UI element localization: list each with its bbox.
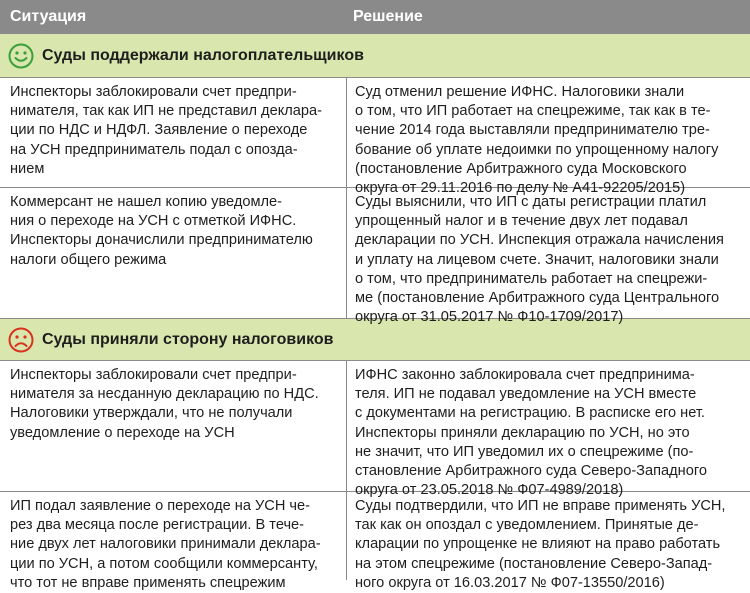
table-header [0,0,750,33]
situation-cell: Инспекторы заблокировали счет предпри- нимателя, так как ИП не представил деклара- ции по НДС и НДФЛ. Заявление о переходе на УСН предприниматель подал с опозда- нием [0,78,347,187]
smiley-happy-icon [8,43,34,69]
situation-cell: ИП подал заявление о переходе на УСН че- рез два месяца после регистрации. В тече- ние двух лет налоговики принимали деклара- ции по УСН, а потом сообщили коммерсанту, что тот не вправе применять спецрежим [0,492,347,580]
section-header-taxpayers [0,33,750,77]
table-row [0,77,750,197]
situation-cell: Инспекторы заблокировали счет предпри- нимателя за несданную декларацию по НДС. Налоговики утверждали, что не получали уведомление о переходе на УСН [0,361,347,491]
header-situation: Ситуация [10,7,87,25]
table-row [0,187,750,326]
decision-cell: ИФНС законно заблокировала счет предпринима- теля. ИП не подавал уведомление на УСН вместе с документами на регистрацию. В расписке его нет. Инспекторы приняли декларацию по УСН, но это не значит, что ИП уведомил их о спецрежиме (по- становление Арбитражного суда Северо-Западного округа от 23.05.2018 № Ф07-4989/2018) [355,367,707,499]
decision-cell: Суды выяснили, что ИП с даты регистрации платил упрощенный налог и в течение двух лет подавал декларации по УСН. Инспекция отражала начисления и уплату на лицевом счете. Значит, налоговики знали о том, что предприниматель работает на спецрежи- ме (постановление Арбитражного суда Центрального округа от 31.05.2017 № Ф10-1709/2017) [355,194,724,326]
decision-cell: Суд отменил решение ИФНС. Налоговики знали о том, что ИП работает на спецрежиме, так как в те- чение 2014 года выставляли предпринимателю тре- бование об уплате недоимки по упрощенному налогу (постановление Арбитражного суда Московского округа от 29.11.2016 по делу № А41-92205/2015) [355,84,719,197]
smiley-sad-icon [8,327,34,353]
header-decision: Решение [353,7,423,25]
table-row [0,491,750,591]
situation-cell: Коммерсант не нашел копию уведомле- ния о переходе на УСН с отметкой ИФНС. Инспекторы доначислили предпринимателю налоги общего режима [0,188,347,318]
decision-cell: Суды подтвердили, что ИП не вправе применять УСН, так как он опоздал с уведомлением. Принятые де- кларации по упрощенке не влияют на право работать на этом спецрежиме (постановление Северо-Запад- ного округа от 16.03.2017 № Ф07-13550/2016) [355,498,726,591]
table-row [0,360,750,499]
section-title: Суды приняли сторону налоговиков [42,330,334,348]
section-title: Суды поддержали налогоплательщиков [42,46,364,64]
